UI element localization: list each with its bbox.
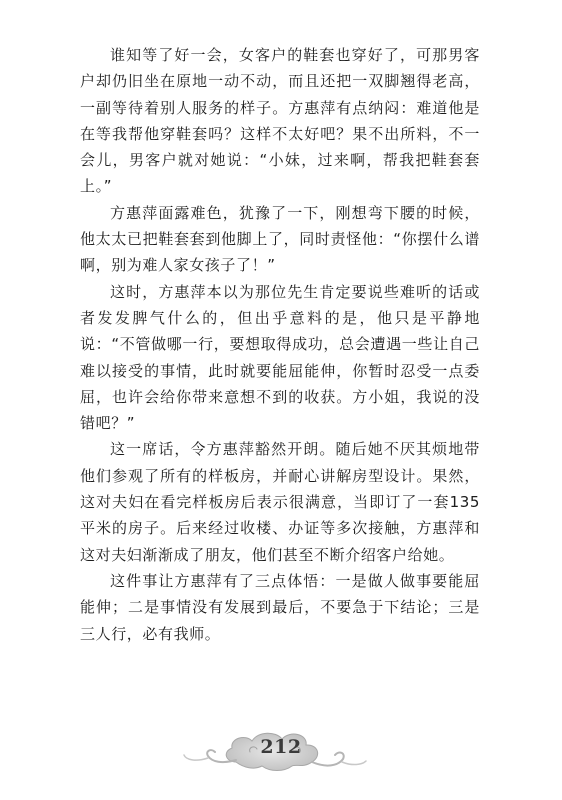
page-number: 212: [260, 736, 302, 758]
paragraph-1: 谁知等了好一会，女客户的鞋套也穿好了，可那男客户却仍旧坐在原地一动不动，而且还把一双脚翘得老高，一副等待着别人服务的样子。方惠萍有点纳闷：难道他是在等我帮他穿鞋套吗？这样不太好吧？果不出所料，不一会儿，男客户就对她说：“小妹，过来啊，帮我把鞋套套上。”: [80, 46, 480, 196]
page-footer: [0, 722, 562, 782]
paragraph-5: 这件事让方惠萍有了三点体悟：一是做人做事要能屈能伸；二是事情没有发展到最后，不要急于下结论；三是三人行，必有我师。: [80, 571, 480, 643]
paragraph-3: 这时，方惠萍本以为那位先生肯定要说些难听的话或者发发脾气什么的，但出乎意料的是，他只是平静地说：“不管做哪一行，要想取得成功，总会遭遇一些让自己难以接受的事情，此时就要能屈能伸，你暂时忍受一点委屈，也许会给你带来意想不到的收获。方小姐，我说的没错吧？”: [80, 282, 480, 433]
body-text: [80, 42, 480, 647]
paragraph-2: 方惠萍面露难色，犹豫了一下，刚想弯下腰的时候，他太太已把鞋套套到他脚上了，同时责怪他：“你摆什么谱啊，别为难人家女孩子了！”: [80, 203, 480, 275]
paragraph-4: 这一席话，令方惠萍豁然开朗。随后她不厌其烦地带他们参观了所有的样板房，并耐心讲解房型设计。果然，这对夫妇在看完样板房后表示很满意，当即订了一套135平米的房子。后来经过收楼、办证等多次接触，方惠萍和这对夫妇渐渐成了朋友，他们甚至不断介绍客户给她。: [80, 440, 480, 564]
